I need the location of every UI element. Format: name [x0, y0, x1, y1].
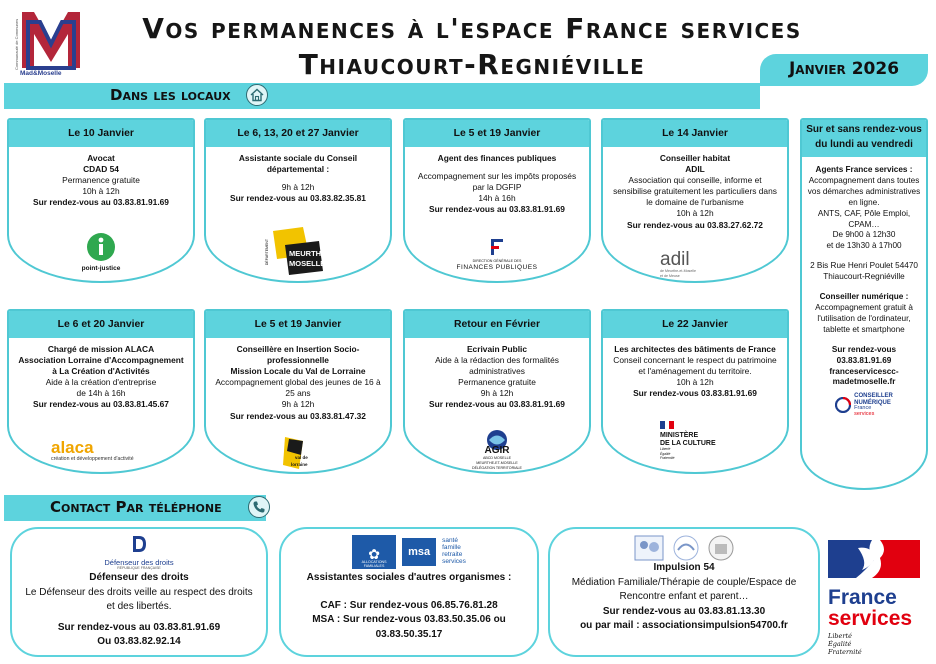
adil-logo: [660, 250, 730, 278]
motto-fraternite: Fraternité: [828, 648, 862, 657]
defenseur-logo-word: Défenseur des droits: [104, 557, 174, 567]
adil-logo-word: adil: [660, 249, 690, 270]
numerique-line: Accompagnement gratuit à l'utilisation de l'ordinateur, tablette et smartphone: [815, 302, 913, 334]
msa-tag3: retraite: [442, 551, 463, 558]
card-info-2: Permanence gratuite: [458, 377, 536, 388]
contact-defenseur-des-droits: [10, 527, 268, 657]
card-role: Assistante sociale du Conseil départemental :: [238, 153, 358, 175]
contact-title: Défenseur des droits: [89, 572, 189, 584]
section-title-locaux: Dans les locaux: [110, 86, 231, 104]
defenseur-logo: [12, 535, 266, 571]
permanence-card-finances-publiques: [403, 118, 591, 283]
card-date: Le 22 Janvier: [603, 311, 787, 338]
side-rdv: Sur rendez-vous: [831, 344, 897, 354]
point-justice-logo-text: point-justice: [81, 265, 121, 273]
permanence-card-assistante-sociale: [204, 118, 392, 283]
card-hours: 9h à 12h: [480, 388, 514, 399]
contact-text: Le Défenseur des droits veille au respect des droits et des libertés.: [25, 586, 253, 613]
cn-logo-line2: NUMÉRIQUE: [854, 399, 891, 406]
card-hours: 9h à 12h: [281, 182, 315, 193]
contact-phone2: MSA : Sur rendez-vous 03.83.50.35.06 ou 03.83.50.35.17: [312, 614, 506, 640]
side-email[interactable]: franceservicescc-madetmoselle.fr: [829, 366, 899, 387]
permanence-card-alaca: [7, 309, 195, 474]
permanence-card-avocat: [7, 118, 195, 283]
agents-line: ANTS, CAF, Pôle Emploi, CPAM…: [817, 208, 911, 229]
card-org: Mission Locale du Val de Lorraine: [230, 366, 366, 377]
home-icon: [246, 84, 268, 106]
card-info: Accompagnement sur les impôts proposés par la DGFIP: [417, 171, 577, 193]
card-role: Les architectes des bâtiments de France: [614, 344, 776, 354]
val-de-lorraine-line1: val de: [295, 455, 308, 460]
card-phone: Sur rendez-vous au 03.83.27.62.72: [627, 219, 763, 230]
card-hours: de 14h à 16h: [76, 388, 126, 399]
card-info: Association qui conseille, informe et sensibilise gratuitement les particuliers dans le domaine de l'urbanisme: [613, 175, 777, 208]
agir-logo-word: AGIR: [484, 445, 510, 457]
msa-tagline: [442, 538, 466, 565]
page-title: Vos permanences à l'espace France services: [142, 12, 802, 45]
impulsion-logo-1: [634, 535, 664, 561]
card-role: Ecrivain Public: [466, 344, 528, 354]
val-de-lorraine-line2: lorraine: [291, 462, 308, 467]
card-info: Aide à la rédaction des formalités administratives: [435, 355, 559, 377]
card-phone: Sur rendez-vous au 03.83.81.47.32: [230, 410, 366, 421]
card-role: Chargé de mission ALACA: [47, 344, 155, 354]
contact-phone1: Sur rendez-vous au 03.83.81.13.30: [602, 605, 766, 617]
section-band-locaux: [4, 83, 760, 109]
permanence-card-mission-locale: [204, 309, 392, 474]
contact-title: Assistantes sociales d'autres organismes :: [306, 572, 512, 583]
adil-logo-sub2: et de Meuse: [660, 273, 680, 278]
mad-et-moselle-logo: [20, 8, 82, 78]
france-services-motto: [828, 632, 924, 656]
card-phone: Sur rendez-vous 03.83.81.91.69: [633, 388, 757, 399]
agir-logo-line2: MEURTHE-ET-MOSELLE: [476, 460, 518, 465]
card-phone: Sur rendez-vous au 03.83.81.91.69: [429, 204, 565, 215]
agents-line: De 9h00 à 12h30: [832, 230, 896, 240]
card-hours: 10h à 12h: [82, 186, 120, 197]
permanence-card-batiments-de-france: [601, 309, 789, 474]
card-org: ADIL: [685, 164, 705, 175]
ministere-motto1: Liberté: [660, 447, 671, 452]
card-info: Accompagnement global des jeunes de 16 à 25 ans: [215, 377, 381, 399]
contact-phone1: CAF : Sur rendez-vous 06.85.76.81.28: [320, 599, 498, 611]
logo-caption: Mad&Moselle: [20, 70, 62, 77]
conseiller-numerique-logo: [807, 393, 921, 417]
impulsion-logo-2: [672, 535, 700, 561]
france-services-word1: France: [828, 586, 897, 609]
meurthe-moselle-logo-line1: MEURTHE: [289, 249, 327, 258]
val-de-lorraine-logo: [281, 435, 315, 471]
motto-egalite: Égalité: [828, 640, 852, 649]
contact-assistantes-sociales: [279, 527, 539, 657]
contact-phone2: Ou 03.83.82.92.14: [97, 636, 181, 648]
phone-icon: [248, 496, 270, 518]
card-date: Le 14 Janvier: [603, 120, 787, 147]
card-org: Association Lorraine d'Accompagnement à La Création d'Activités: [18, 355, 184, 377]
section-band-contact: [4, 495, 266, 521]
card-date: Le 5 et 19 Janvier: [405, 120, 589, 147]
msa-tag4: services: [442, 557, 466, 565]
msa-tag2: famille: [442, 544, 461, 552]
numerique-title: Conseiller numérique :: [819, 292, 909, 302]
msa-logo: msa: [402, 538, 436, 566]
meurthe-moselle-logo-dept: DÉPARTEMENT: [265, 239, 269, 266]
meurthe-moselle-logo-line2: MOSELLE: [289, 259, 326, 268]
ministere-line2: DE LA CULTURE: [660, 439, 716, 447]
permanence-card-adil: [601, 118, 789, 283]
card-hours: 9h à 12h: [281, 399, 315, 410]
france-services-logo: [828, 540, 924, 656]
cn-logo-line4: services: [854, 410, 875, 417]
section-title-contact: Contact Par téléphone: [50, 498, 222, 516]
card-phone: Sur rendez-vous au 03.83.81.91.69: [429, 399, 565, 410]
card-org: CDAD 54: [83, 164, 119, 175]
card-info: Permanence gratuite: [62, 175, 140, 186]
cn-logo-line1: CONSEILLER: [854, 393, 893, 400]
card-hours: 10h à 12h: [676, 377, 714, 388]
card-role: Conseiller habitat: [659, 153, 731, 163]
impulsion-logos: [550, 535, 818, 561]
card-date: Le 6 et 20 Janvier: [9, 311, 193, 338]
card-role: Agent des finances publiques: [437, 153, 557, 163]
card-phone: Sur rendez-vous au 03.83.81.45.67: [33, 399, 169, 410]
contact-text: Médiation Familiale/Thérapie de couple/Espace de Rencontre enfant et parent…: [571, 576, 797, 602]
ministere-motto3: Fraternité: [660, 456, 675, 461]
ministere-motto2: Égalité: [660, 451, 671, 456]
msa-tag1: santé: [442, 537, 458, 545]
month-badge: Janvier 2026: [760, 54, 928, 86]
cn-logo-line3: France: [854, 404, 872, 411]
side-head: [802, 120, 926, 157]
contact-email[interactable]: ou par mail : associationsimpulsion54700.fr: [580, 620, 788, 631]
agir-logo: [442, 429, 552, 470]
france-services-side-card: [800, 118, 928, 490]
card-date: Le 6, 13, 20 et 27 Janvier: [206, 120, 390, 147]
caf-msa-logos: [281, 535, 537, 569]
page-subtitle: Thiaucourt-Regniéville: [298, 48, 646, 81]
contact-phone1: Sur rendez-vous au 03.83.81.91.69: [57, 621, 221, 633]
contact-title: Impulsion 54: [653, 562, 715, 573]
dgfip-logo-line1: DIRECTION GÉNÉRALE DES: [472, 259, 522, 264]
card-phone: Sur rendez-vous au 03.83.82.35.81: [230, 193, 366, 204]
dgfip-logo: [442, 238, 552, 272]
card-role: Conseillère en Insertion Socio-professionnelle: [236, 344, 360, 366]
contact-impulsion-54: [548, 527, 820, 657]
side-phone[interactable]: 03.83.81.91.69: [836, 355, 892, 365]
adil-logo-sub1: de Meurthe-et-Moselle: [660, 269, 696, 273]
card-phone: Sur rendez-vous au 03.83.81.91.69: [33, 197, 169, 208]
agents-title: Agents France services :: [815, 165, 913, 174]
card-info: Aide à la création d'entreprise: [45, 377, 157, 388]
alaca-logo: [51, 439, 151, 463]
card-role: Avocat: [87, 153, 115, 163]
point-justice-logo: [71, 232, 131, 274]
alaca-logo-word: alaca: [51, 438, 94, 457]
ministere-line1: MINISTÈRE: [660, 432, 699, 440]
card-hours: 14h à 16h: [478, 193, 516, 204]
card-date: Le 5 et 19 Janvier: [206, 311, 390, 338]
motto-liberte: Liberté: [828, 632, 852, 640]
agir-logo-line1: ABCD MOSELLE: [483, 456, 511, 461]
impulsion-logo-3: [708, 535, 734, 561]
card-info: Conseil concernant le respect du patrimoine et l'aménagement du territoire.: [613, 355, 777, 377]
agents-line: Accompagnement dans toutes vos démarches administratives en ligne.: [807, 175, 921, 207]
address: 2 Bis Rue Henri Poulet 54470 Thiaucourt-Regniéville: [810, 261, 918, 282]
side-head-line1: Sur et sans rendez-vous: [806, 124, 922, 135]
logo-side-text: Communauté de Communes: [14, 18, 19, 70]
france-services-word2: services: [828, 607, 913, 630]
dgfip-logo-line2: FINANCES PUBLIQUES: [456, 263, 538, 271]
card-date: Le 10 Janvier: [9, 120, 193, 147]
ministere-culture-logo: [660, 421, 730, 461]
marianne-flag-icon: [828, 540, 920, 578]
card-hours: 10h à 12h: [676, 208, 714, 219]
card-date: Retour en Février: [405, 311, 589, 338]
caf-logo: ✿ ALLOCATIONS FAMILIALES: [352, 535, 396, 569]
side-head-line2: du lundi au vendredi: [815, 138, 913, 150]
permanence-card-ecrivain-public: [403, 309, 591, 474]
agents-line: et de 13h30 à 17h00: [826, 241, 902, 251]
caf-logo-text: ALLOCATIONS FAMILIALES: [361, 560, 387, 569]
agir-logo-line3: DÉLÉGATION TERRITORIALE: [472, 465, 522, 470]
defenseur-logo-rf: RÉPUBLIQUE FRANÇAISE: [117, 566, 161, 570]
meurthe-moselle-logo: [263, 225, 333, 277]
alaca-logo-tagline: création et développement d'activité: [51, 456, 134, 462]
